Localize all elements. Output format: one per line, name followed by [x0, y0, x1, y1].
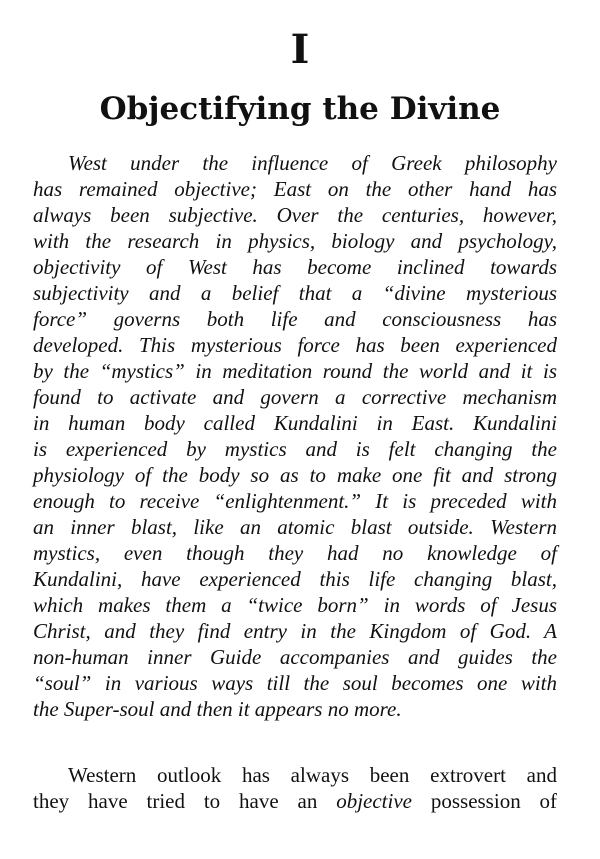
- paragraph-1-line: has remained objective; East on the other hand has: [33, 177, 557, 201]
- paragraph-1-line: is experienced by mystics and is felt changing the: [33, 437, 557, 461]
- chapter-title: Objectifying the Divine: [99, 91, 501, 127]
- paragraph-2-line: Western outlook has always been extrovert and: [68, 763, 557, 787]
- paragraph-1: [33, 150, 557, 722]
- paragraph-1-line: an inner blast, like an atomic blast outside. Western: [33, 515, 557, 539]
- paragraph-1-line: which makes them a “twice born” in words of Jesus: [33, 593, 557, 617]
- paragraph-1-line: enough to receive “enlightenment.” It is preceded with: [33, 489, 557, 513]
- paragraph-1-line: in human body called Kundalini in East. Kundalini: [33, 411, 557, 435]
- paragraph-1-line: physiology of the body so as to make one fit and strong: [33, 463, 557, 487]
- paragraph-1-line: Kundalini, have experienced this life changing blast,: [33, 567, 557, 591]
- paragraph-1-line: always been subjective. Over the centuries, however,: [33, 203, 557, 227]
- paragraph-1-line: the Super-soul and then it appears no more.: [33, 697, 402, 721]
- paragraph-1-line: subjectivity and a belief that a “divine mysterious: [33, 281, 557, 305]
- paragraph-1-line: non-human inner Guide accompanies and guides the: [33, 645, 557, 669]
- paragraph-1-line: objectivity of West has become inclined towards: [33, 255, 557, 279]
- paragraph-2-line: [33, 788, 557, 814]
- chapter-number: I: [290, 26, 310, 73]
- emphasized-word: objective: [336, 789, 412, 813]
- paragraph-1-line: found to activate and govern a corrective mechanism: [33, 385, 557, 409]
- paragraph-1-line: West under the influence of Greek philosophy: [68, 151, 557, 175]
- paragraph-2: [33, 762, 557, 814]
- paragraph-2-text: possession of: [430, 789, 558, 813]
- paragraph-1-line: with the research in physics, biology and psychology,: [33, 229, 557, 253]
- paragraph-1-line: force” governs both life and consciousness has: [33, 307, 557, 331]
- paragraph-1-line: Christ, and they find entry in the Kingdom of God. A: [33, 619, 557, 643]
- paragraph-2-text: they have tried to have an: [33, 789, 318, 813]
- paragraph-1-line: mystics, even though they had no knowledge of: [33, 541, 557, 565]
- paragraph-1-line: by the “mystics” in meditation round the world and it is: [33, 359, 557, 383]
- paragraph-1-line: developed. This mysterious force has been experienced: [33, 333, 557, 357]
- paragraph-1-line: “soul” in various ways till the soul becomes one with: [33, 671, 557, 695]
